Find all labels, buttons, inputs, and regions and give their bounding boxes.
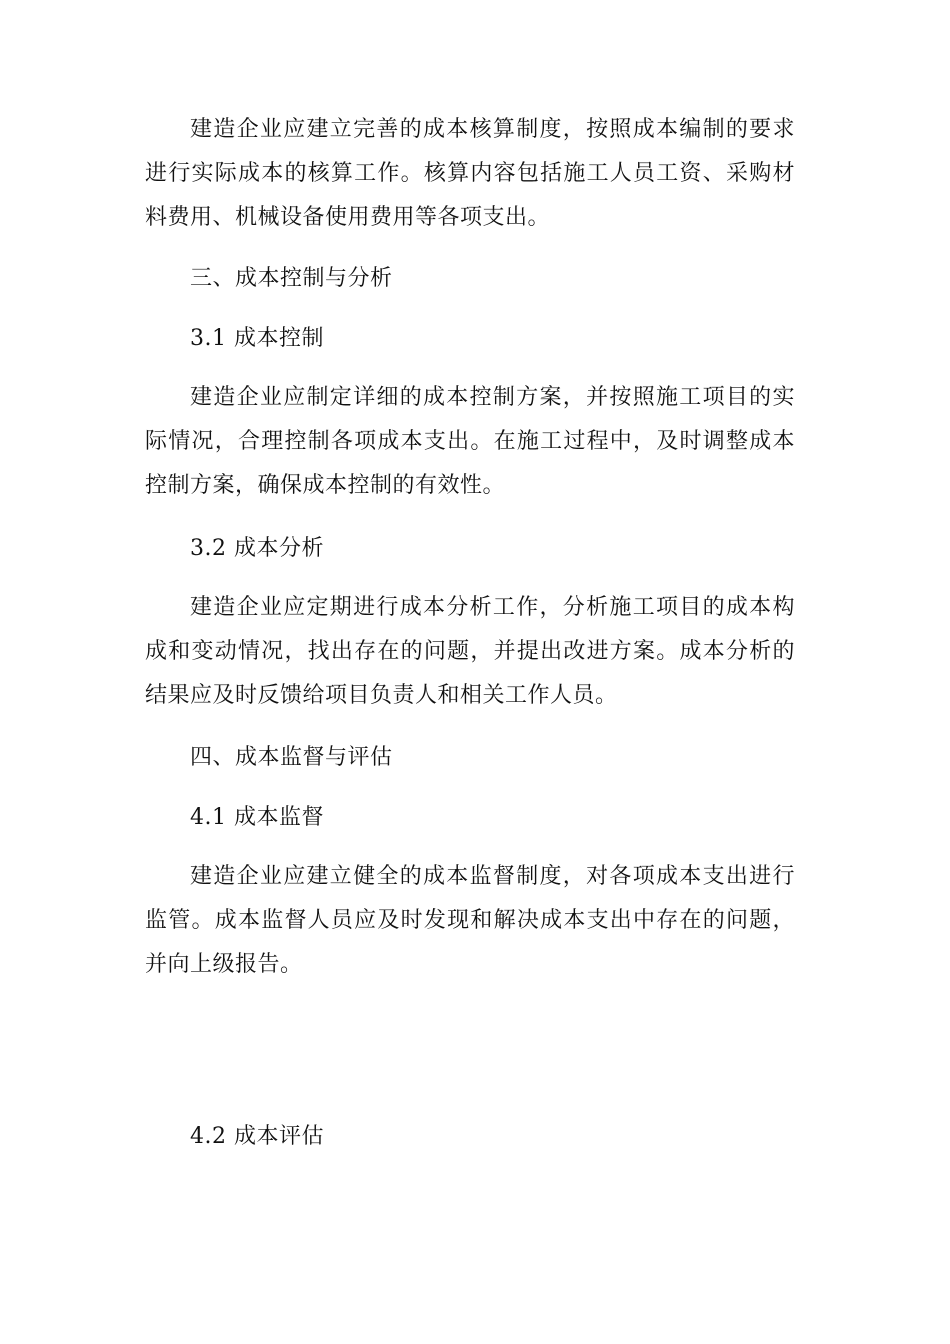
subsection-heading-4-1: 4.1 成本监督 bbox=[190, 805, 324, 830]
paragraph-cost-analysis: 建造企业应定期进行成本分析工作，分析施工项目的成本构成和变动情况，找出存在的问题，并提出改进方案。成本分析的结果应及时反馈给项目负责人和相关工作人员。 bbox=[145, 595, 795, 708]
paragraph-cost-accounting: 建造企业应建立完善的成本核算制度，按照成本编制的要求进行实际成本的核算工作。核算内容包括施工人员工资、采购材料费用、机械设备使用费用等各项支出。 bbox=[145, 117, 795, 230]
subsection-heading-3-2: 3.2 成本分析 bbox=[190, 536, 324, 561]
subsection-heading-4-2: 4.2 成本评估 bbox=[190, 1124, 324, 1149]
paragraph-cost-supervision: 建造企业应建立健全的成本监督制度，对各项成本支出进行监管。成本监督人员应及时发现和解决成本支出中存在的问题，并向上级报告。 bbox=[145, 864, 795, 977]
section-heading-4: 四、成本监督与评估 bbox=[190, 745, 393, 770]
subsection-heading-3-1: 3.1 成本控制 bbox=[190, 326, 324, 351]
section-heading-3: 三、成本控制与分析 bbox=[190, 266, 393, 291]
paragraph-cost-control: 建造企业应制定详细的成本控制方案，并按照施工项目的实际情况，合理控制各项成本支出。在施工过程中，及时调整成本控制方案，确保成本控制的有效性。 bbox=[145, 385, 795, 498]
